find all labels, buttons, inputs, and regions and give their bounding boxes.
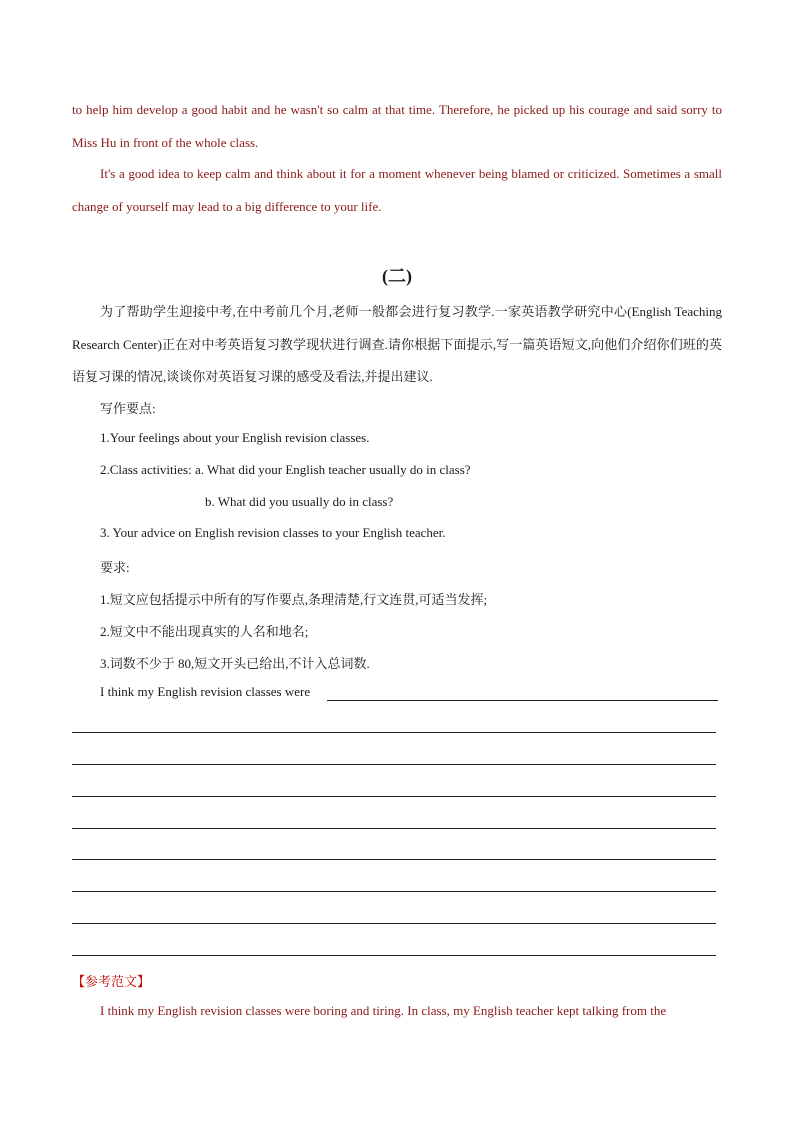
task-instructions: 为了帮助学生迎接中考,在中考前几个月,老师一般都会进行复习教学.一家英语教学研究中心(English Teaching Research Center)正在对中考英语复习教学现状进行调查.请你根据下面提示,写一篇英语短文,向他们介绍你们班的英语复习课的情况,谈谈你对英语复习课的感受及看法,并提出建议.: [72, 304, 722, 384]
answer-line[interactable]: [72, 828, 716, 829]
answer-line[interactable]: [72, 955, 716, 956]
requirements-heading: 要求:: [100, 560, 130, 575]
section-title: (二): [382, 266, 412, 286]
writing-point-1: 1.Your feelings about your English revision classes.: [100, 430, 370, 445]
requirement-1: 1.短文应包括提示中所有的写作要点,条理清楚,行文连贯,可适当发挥;: [100, 592, 488, 607]
requirement-2: 2.短文中不能出现真实的人名和地名;: [100, 624, 309, 639]
answer-line[interactable]: [72, 891, 716, 892]
reference-answer-label: 【参考范文】: [72, 974, 151, 989]
answer-line[interactable]: [72, 859, 716, 860]
requirement-3: 3.词数不少于 80,短文开头已给出,不计入总词数.: [100, 656, 370, 671]
essay-starter: I think my English revision classes were: [100, 684, 311, 699]
answer-line[interactable]: [72, 732, 716, 733]
reference-answer-text: I think my English revision classes were boring and tiring. In class, my English teacher kept talking from the: [100, 1003, 667, 1018]
writing-points-heading: 写作要点:: [100, 401, 156, 416]
writing-point-2b: b. What did you usually do in class?: [205, 494, 394, 509]
answer-line[interactable]: [72, 923, 716, 924]
answer-line[interactable]: [72, 764, 716, 765]
story-conclusion-paragraph: It's a good idea to keep calm and think about it for a moment whenever being blamed or criticized. Sometimes a small change of yourself may lead to a big difference to your life.: [72, 166, 722, 214]
writing-point-2a: 2.Class activities: a. What did your English teacher usually do in class?: [100, 462, 471, 477]
writing-point-3: 3. Your advice on English revision classes to your English teacher.: [100, 525, 446, 540]
story-paragraph-end: to help him develop a good habit and he wasn't so calm at that time. Therefore, he picked up his courage and said sorry to Miss Hu in front of the whole class.: [72, 102, 722, 150]
answer-line[interactable]: [327, 700, 718, 701]
answer-line[interactable]: [72, 796, 716, 797]
